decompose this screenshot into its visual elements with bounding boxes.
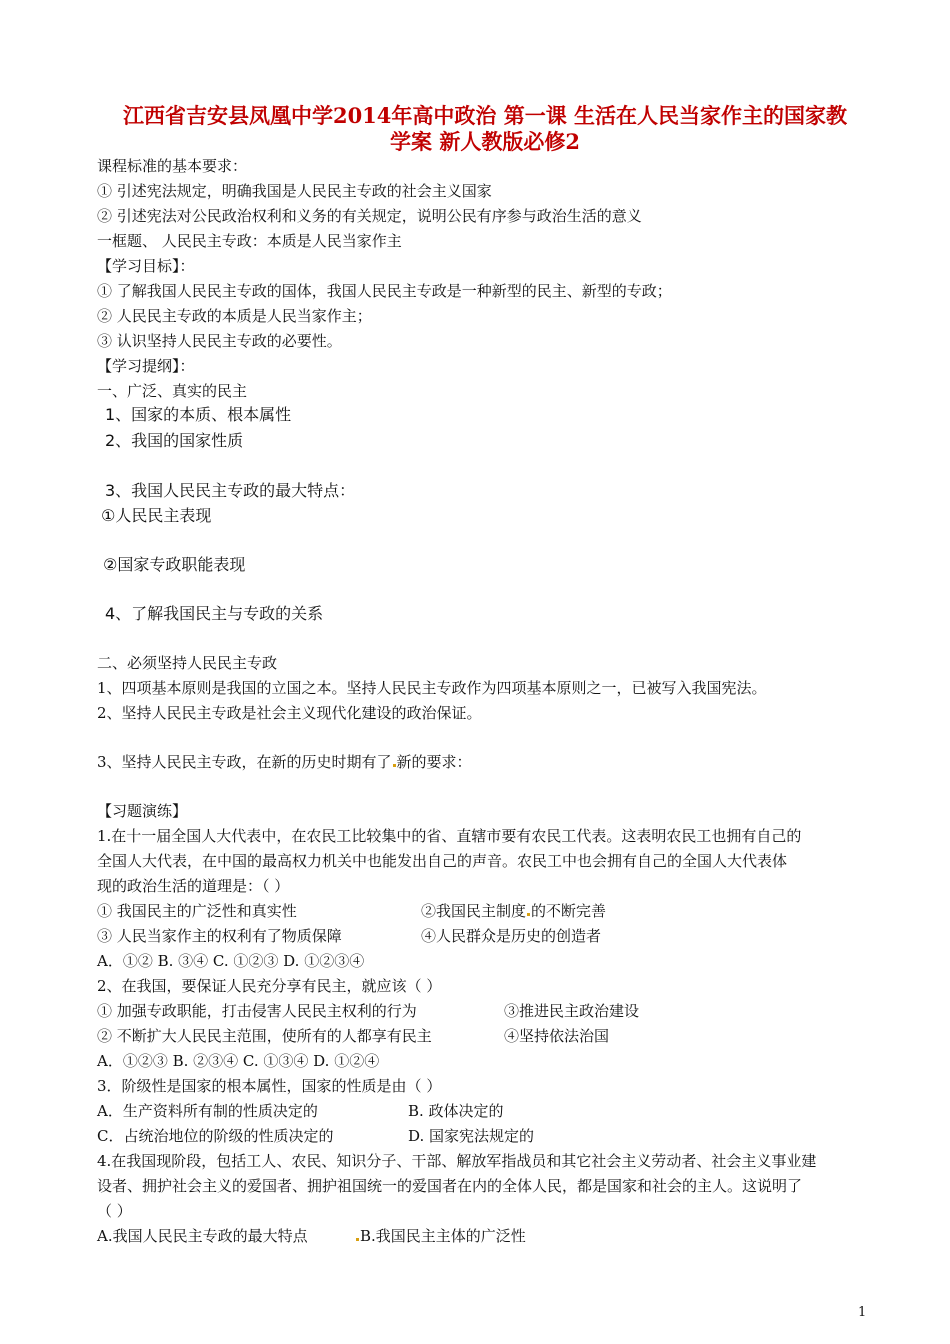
question-3-option-d: D. 国家宪法规定的 — [408, 1127, 535, 1145]
question-3-line-1: 3．阶级性是国家的根本属性，国家的性质是由（ ） — [97, 1077, 442, 1095]
question-2-option-4: ④坚持依法治国 — [504, 1027, 610, 1045]
ink-speck — [393, 764, 396, 767]
question-3-option-c: C．占统治地位的阶级的性质决定的 — [97, 1127, 334, 1145]
question-4-option-b-text: B.我国民主主体的广泛性 — [360, 1227, 526, 1245]
question-1-option-3: ③ 人民当家作主的权利有了物质保障 — [97, 927, 342, 945]
question-1-option-2-text-b: 的不断完善 — [531, 902, 607, 920]
question-4-option-a: A.我国人民民主专政的最大特点 — [97, 1227, 308, 1245]
outline-part-2-item-3 — [97, 752, 472, 772]
outline-part-2-heading: 二、必须坚持人民民主专政 — [97, 654, 278, 672]
outline-item-2: 2、我国的国家性质 — [105, 431, 244, 450]
outline-part-2-item-3-text-a: 3、坚持人民民主专政，在新的历史时期有了 — [97, 753, 392, 771]
question-1-option-4: ④人民群众是历史的创造者 — [421, 927, 602, 945]
outline-part-2-item-2: 2、坚持人民民主专政是社会主义现代化建设的政治保证。 — [97, 704, 482, 722]
document-title-line-1: 江西省吉安县凤凰中学2014年高中政治 第一课 生活在人民当家作主的国家教 — [122, 103, 848, 128]
outline-item-4: 4、了解我国民主与专政的关系 — [105, 604, 324, 623]
question-1-option-2-text-a: ②我国民主制度 — [421, 902, 527, 920]
question-1-option-2 — [421, 901, 606, 921]
question-3-option-a: A．生产资料所有制的性质决定的 — [97, 1102, 318, 1120]
question-1-option-1: ① 我国民主的广泛性和真实性 — [97, 902, 297, 920]
exercises-heading: 【习题演练】 — [97, 802, 188, 820]
question-4-line-3: （ ） — [97, 1202, 132, 1220]
standard-item-2: ② 引述宪法对公民政治权利和义务的有关规定，说明公民有序参与政治生活的意义 — [97, 207, 642, 225]
question-1-line-2: 全国人大代表，在中国的最高权力机关中也能发出自己的声音。农民工中也会拥有自己的全国人大代表体 — [97, 852, 788, 870]
goal-item-1: ① 了解我国人民民主专政的国体，我国人民民主专政是一种新型的民主、新型的专政； — [97, 282, 672, 300]
question-1-line-1: 1.在十一届全国人大代表中，在农民工比较集中的省、直辖市要有农民工代表。这表明农民工也拥有自己的 — [97, 827, 802, 845]
topic-heading: 一框题、 人民民主专政：本质是人民当家作主 — [97, 232, 402, 250]
question-3-option-b: B. 政体决定的 — [408, 1102, 504, 1120]
question-4-line-2: 设者、拥护社会主义的爱国者、拥护祖国统一的爱国者在内的全体人民，都是国家和社会的主人。这说明了 — [97, 1177, 803, 1195]
outline-item-3: 3、我国人民民主专政的最大特点： — [105, 481, 356, 500]
outline-item-1: 1、国家的本质、根本属性 — [105, 405, 292, 424]
question-2-option-1: ① 加强专政职能，打击侵害人民民主权利的行为 — [97, 1002, 417, 1020]
outline-heading: 【学习提纲】： — [97, 357, 195, 375]
question-4-option-b — [355, 1226, 526, 1246]
outline-part-2-item-3-text-b: 新的要求： — [396, 753, 472, 771]
question-2-option-2: ② 不断扩大人民民主范围，使所有的人都享有民主 — [97, 1027, 432, 1045]
goal-item-2: ② 人民民主专政的本质是人民当家作主； — [97, 307, 372, 325]
standard-item-1: ① 引述宪法规定，明确我国是人民民主专政的社会主义国家 — [97, 182, 492, 200]
question-2-answers: A．①②③ B. ②③④ C. ①③④ D. ①②④ — [97, 1052, 380, 1070]
goals-heading: 【学习目标】： — [97, 257, 195, 275]
outline-part-2-item-1: 1、四项基本原则是我国的立国之本。坚持人民民主专政作为四项基本原则之一，已被写入我国宪法。 — [97, 679, 767, 697]
goal-item-3: ③ 认识坚持人民民主专政的必要性。 — [97, 332, 342, 350]
outline-part-1-heading: 一、广泛、真实的民主 — [97, 382, 248, 400]
outline-item-3a: ①人民民主表现 — [101, 506, 212, 525]
page-number: 1 — [858, 1305, 867, 1320]
ink-speck — [527, 913, 530, 916]
outline-item-3b: ②国家专政职能表现 — [103, 555, 246, 574]
question-4-line-1: 4.在我国现阶段，包括工人、农民、知识分子、干部、解放军指战员和其它社会主义劳动者、社会主义事业建 — [97, 1152, 817, 1170]
question-2-option-3: ③推进民主政治建设 — [504, 1002, 640, 1020]
ink-speck — [356, 1238, 359, 1241]
standard-heading: 课程标准的基本要求： — [97, 157, 248, 175]
question-1-answers: A．①② B. ③④ C. ①②③ D. ①②③④ — [97, 952, 365, 970]
question-2-line-1: 2、在我国，要保证人民充分享有民主，就应该（ ） — [97, 977, 442, 995]
question-1-line-3: 现的政治生活的道理是：（ ） — [97, 877, 290, 895]
document-title-line-2: 学案 新人教版必修2 — [390, 129, 580, 154]
